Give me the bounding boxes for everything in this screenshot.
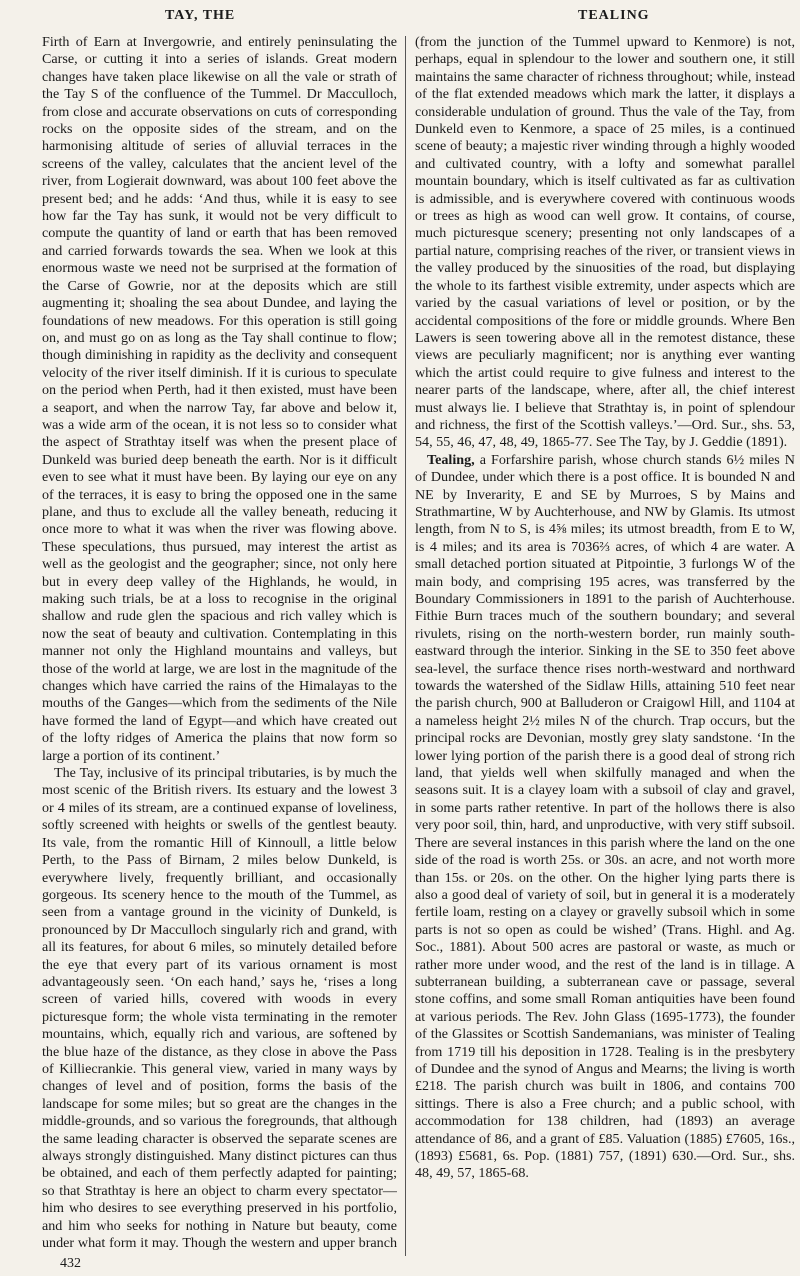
right-column xyxy=(415,34,795,1254)
tealing-entry xyxy=(415,452,795,1183)
header-left: TAY, THE xyxy=(165,8,236,23)
left-paragraph-2: The Tay, inclusive of its principal tributaries, is by much the most scenic of the British rivers. Its estuary and the lowest 3 or 4 miles of its stream, are a continued expanse of loveliness, softly screened with heights or swells of the gentlest beauty. Its vale, from the romantic Hill of Kinnoull, a little below Perth, to the Pass of Birnam, 2 miles below Dunkeld, is everywhere lively, frequently brilliant, and occasionally gorgeous. Its scenery hence to the mouth of the Tummel, as seen from a vantage ground in the vicinity of Dunkeld, is pronounced by Dr Macculloch singularly rich and grand, with all its features, for about 6 miles, so minutely detailed before the eye that every part of its various ornament is most advantageously seen. ‘On each hand,’ says he, ‘rises a long screen of varied hills, covered with woods in every picturesque form; the whole vista terminating in the remoter mountains, which, equally rich and various, are softened by the blue haze of the distance, as they close in above the Pass of Killiecrankie. This general view, varied in many ways by changes of level and of position, forms the basis of the landscape for some miles; but so great are the changes in the middle-grounds, and so various the foregrounds, that although the same leading character is observed the separate scenes are always strongly distinguished. Many distinct pictures can thus be obtained, and each of them perfectly adapted for painting; so that Strathtay is here an object to charm every spectator—him who desires to see everything preserved in his portfolio, and him who seeks for nothing in Nature but beauty, come under what form it may. Though the western and upper branch xyxy=(42,765,397,1252)
page-number: 432 xyxy=(60,1256,81,1271)
left-paragraph-1: Firth of Earn at Invergowrie, and entirely peninsulating the Carse, or cutting it into a series of islands. Great modern changes have taken place likewise on all the vale or strath of the Tay S of the confluence of the Tummel. Dr Macculloch, from close and accurate observations on cuts of corresponding rocks on the opposite sides of the stream, and on the harmonising altitude of series of alluvial terraces in the screens of the valley, calculates that the ancient level of the river, from Logierait downward, was about 100 feet above the present bed; and he adds: ‘And thus, while it is easy to see how far the Tay has sunk, it would not be very difficult to compute the quantity of land or earth that has been removed and carried forwards towards the sea. When we look at this enormous waste we need not be surprised at the formation of the Carse of Gowrie, nor at the deposits which are still augmenting it; shoaling the sea about Dundee, and laying the foundations of new meadows. For this operation is still going on, and must go on as long as the Tay shall continue to flow; though diminishing in rapidity as the declivity and consequent velocity of the river itself diminish. If it is curious to speculate on the period when Perth, had it then existed, must have been a seaport, and when the narrow Tay, far above and below it, was a wide arm of the ocean, it is not less so to consider what the aspect of Strathtay itself was when the present place of Dunkeld was buried deep beneath the earth. Nor is it difficult even to see what it must have been. By laying our eye on any of the terraces, it is easy to bring the opposed one in the same plane, and thus to exclude all the valley beneath, reducing it once more to what it was when the river was flowing above. These speculations, thus pursued, may interest the artist as well as the geologist and the geographer; since, not only here but in every deep valley of the Highlands, he would, in making such trials, be at a loss to recognise in the original shallow and rude glen the spacious and rich valley which is now the seat of beauty and cultivation. Contemplating in this manner not only the Highland mountains and valleys, but those of the world at large, we are lost in the magnitude of the changes which have carried the rains of the Himalayas to the mouths of the Ganges—which from the sediments of the Nile have formed the land of Egypt—and which have created out of the lofty ridges of America the plains that now form so large a portion of its continent.’ xyxy=(42,34,397,764)
running-header xyxy=(0,8,800,28)
column-divider xyxy=(405,36,406,1256)
entry-body: a Forfarshire parish, whose church stands 6½ miles N of Dundee, under which there is a post office. It is bounded N and NE by Inverarity, E and SE by Murroes, S by Mains and Strathmartine, W by Auchterhouse, and NW by Glamis. Its utmost length, from N to S, is 4⅝ miles; its utmost breadth, from E to W, is 4 miles; and its area is 7036⅔ acres, of which 4 are water. A small detached portion situated at Pitpointie, 3 furlongs W of the main body, and comprising 195 acres, was transferred by the Boundary Commissioners in 1891 to the parish of Auchterhouse. Fithie Burn traces much of the southern boundary; and several rivulets, rising on the north-western border, run mainly south-eastward through the interior. Sinking in the SE to 350 feet above sea-level, the surface thence rises north-westward and northward towards the watershed of the Sidlaw Hills, attaining 510 feet near the parish church, 900 at Balluderon or Craigowl Hill, and 1104 at a nameless height 2½ miles N of the church. Trap occurs, but the principal rocks are Devonian, mostly grey slaty sandstone. ‘In the lower lying portion of the parish there is a good deal of strong rich land, that yields well when skilfully managed and when the seasons suit. It is a clayey loam with a subsoil of clay and gravel, in some parts rather retentive. In part of the hollows there is also very poor soil, thin, hard, and unproductive, with very stiff subsoil. There are several instances in this parish where the land on the one side of the road is worth 25s. or 30s. an acre, and not worth more than 15s. or 20s. on the other. On the higher lying parts there is also a good deal of variety of soil, but in general it is a moderately fertile loam, resting on a clayey or gravelly subsoil which in some parts is not so open as could be wished’ (Trans. Highl. and Ag. Soc., 1881). About 500 acres are pastoral or waste, as much or rather more under wood, and the rest of the land is in tillage. A subterranean building, a subterranean cave or passage, several stone coffins, and some small Roman antiquities have been found at various periods. The Rev. John Glass (1695-1773), the founder of the Glassites or Scottish Sandemanians, was minister of Tealing from 1719 till his deposition in 1728. Tealing is in the presbytery of Dundee and the synod of Angus and Mearns; the living is worth £218. The parish church was built in 1806, and contains 700 sittings. There is also a Free church; and a public school, with accommodation for 138 children, had (1893) an average attendance of 86, and a grant of £85. Valuation (1885) £7605, 16s., (1893) £5681, 6s. Pop. (1881) 757, (1891) 630.—Ord. Sur., shs. 48, 49, 57, 1865-68. xyxy=(415,451,795,1182)
entry-headword: Tealing, xyxy=(427,451,475,468)
right-paragraph-continuation: (from the junction of the Tummel upward to Kenmore) is not, perhaps, equal in splendour to the lower and southern one, it still maintains the same character of richness throughout; while, instead of the flat extended meadows which mark the latter, it displays a considerable undulation of ground. Thus the vale of the Tay, from Dunkeld even to Kenmore, a space of 25 miles, is a continued scene of beauty; a majestic river winding through a highly wooded and cultivated country, with a lofty and somewhat parallel mountain boundary, which is itself cultivated as far as cultivation is admissible, and is everywhere covered with continuous woods or trees as high as wood can well grow. It contains, of course, much picturesque scenery; presenting not only landscapes of a partial nature, comprising reaches of the river, or transient views in the valley produced by the sinuosities of the road, but displaying the whole to its farthest visible extremity, under aspects which are varied by the casual variations of level or position, or by the accidental compositions of the fore or middle grounds. Where Ben Lawers is seen towering above all in the remotest distance, these views are peculiarly magnificent; nor is anything ever wanting which the artist could require to give fulness and interest to the nearer parts of the landscape, where, after all, the chief interest must always lie. I believe that Strathtay is, in point of splendour and richness, the first of the Scottish valleys.’—Ord. Sur., shs. 53, 54, 55, 46, 47, 48, 49, 1865-77. See The Tay, by J. Geddie (1891). xyxy=(415,34,795,451)
header-right: TEALING xyxy=(578,8,650,23)
left-column xyxy=(42,34,397,1254)
